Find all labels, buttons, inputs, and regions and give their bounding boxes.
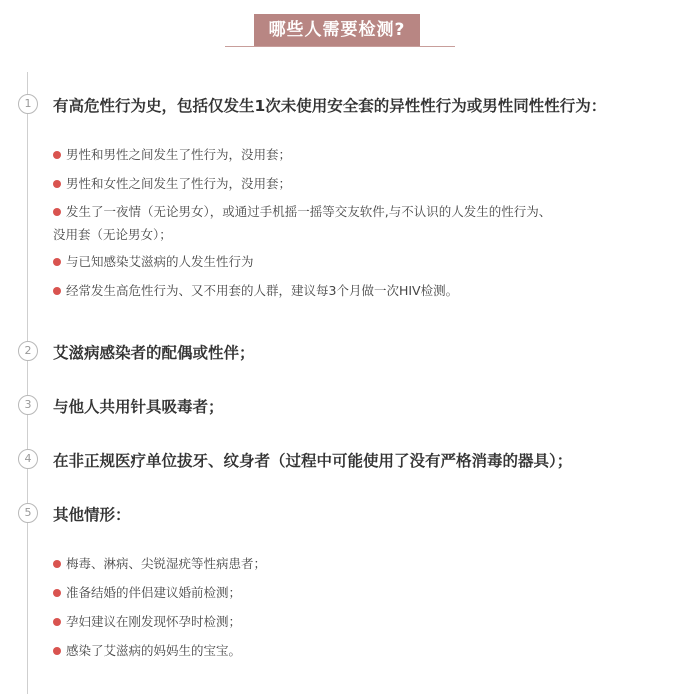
section-number-1: 1 [18,94,38,114]
section-heading-2: 艾滋病感染者的配偶或性伴； [53,344,255,362]
bullet-dot-icon [53,208,61,216]
list-item: 男性和男性之间发生了性行为，没用套； [53,142,663,167]
section-number-4: 4 [18,449,38,469]
section-heading-5: 其他情形： [53,506,131,524]
list-item: 与已知感染艾滋病的人发生性行为 [53,249,663,274]
list-item: 孕妇建议在刚发现怀孕时检测； [53,609,663,634]
section-heading-4: 在非正规医疗单位拔牙、纹身者（过程中可能使用了没有严格消毒的器具）； [53,452,573,470]
section-number-3: 3 [18,395,38,415]
bullet-dot-icon [53,589,61,597]
page-title: 哪些人需要检测? [254,14,420,46]
section-number-5: 5 [18,503,38,523]
bullet-dot-icon [53,180,61,188]
section-heading-1: 有高危性行为史，包括仅发生1次未使用安全套的异性性行为或男性同性性行为： [53,97,607,115]
list-item: 梅毒、淋病、尖锐湿疣等性病患者； [53,551,663,576]
list-item-continuation: 没用套（无论男女）； [53,227,172,242]
timeline-line [27,72,28,694]
title-underline [225,46,455,47]
list-item: 发生了一夜情（无论男女），或通过手机摇一摇等交友软件,与不认识的人发生的性行为、 [53,199,663,224]
list-item: 男性和女性之间发生了性行为，没用套； [53,171,663,196]
bullet-dot-icon [53,258,61,266]
section-number-2: 2 [18,341,38,361]
bullet-dot-icon [53,151,61,159]
bullet-dot-icon [53,560,61,568]
bullet-dot-icon [53,618,61,626]
section-heading-3: 与他人共用针具吸毒者； [53,398,224,416]
title-banner [0,14,693,48]
list-item: 经常发生高危性行为、又不用套的人群，建议每3个月做一次HIV检测。 [53,278,663,303]
list-item: 感染了艾滋病的妈妈生的宝宝。 [53,638,663,663]
list-item: 准备结婚的伴侣建议婚前检测； [53,580,663,605]
bullet-dot-icon [53,647,61,655]
bullet-dot-icon [53,287,61,295]
